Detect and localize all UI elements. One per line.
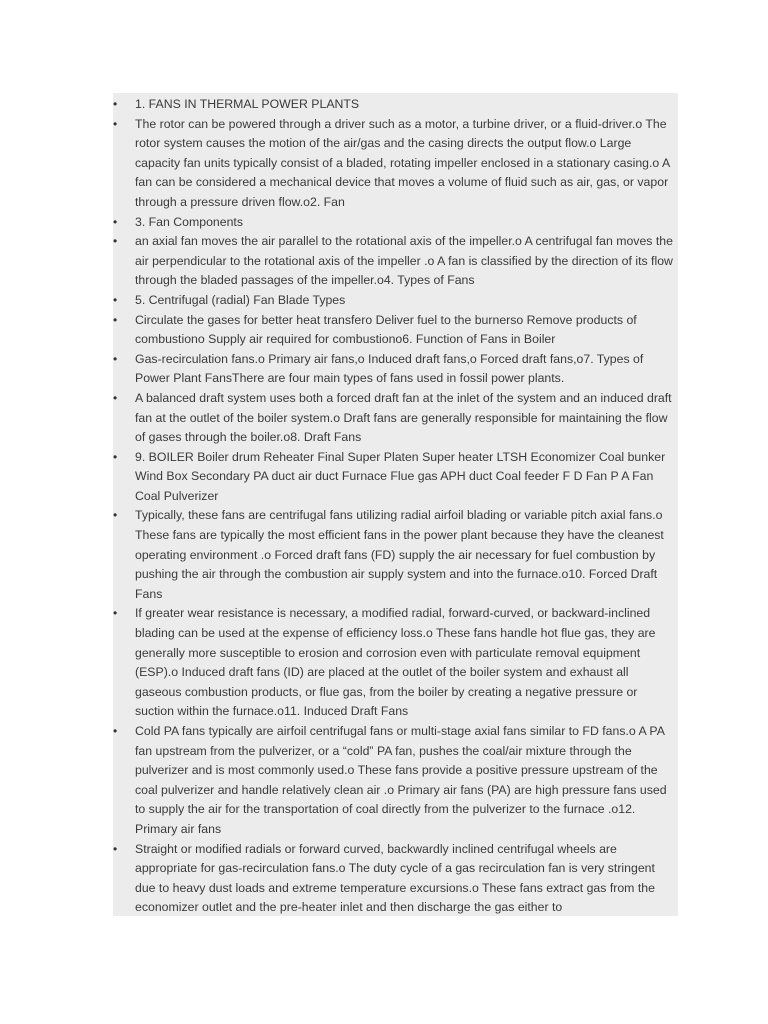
list-item-text: 9. BOILER Boiler drum Reheater Final Super Platen Super heater LTSH Economizer Coal bunker Wind Box Secondary PA duct air duct Furnace Flue gas APH duct Coal feeder F D Fan P A Fan Coal Pulverizer — [135, 449, 666, 503]
bullet-icon: • — [113, 97, 118, 111]
list-item-text: Cold PA fans typically are airfoil centrifugal fans or multi-stage axial fans similar to FD fans.o A PA fan upstream from the pulverizer, or a “cold” PA fan, pushes the coal/air mixture through the pulverizer and is most commonly used.o These fans provide a positive pressure upstream of the coal pulverizer and handle relatively clean air .o Primary air fans (PA) are high pressure fans used to supply the air for the transportation of coal directly from the pulverizer to the furnace .o12. Primary air fans — [135, 724, 667, 836]
bullet-icon: • — [113, 508, 118, 523]
bullet-icon: • — [113, 116, 118, 131]
bullet-icon: • — [113, 312, 118, 327]
list-item — [113, 95, 678, 115]
list-item — [113, 604, 678, 722]
list-item — [113, 311, 678, 350]
list-item-text: The rotor can be powered through a driver such as a motor, a turbine driver, or a fluid-driver.o The rotor system causes the motion of the air/gas and the casing directs the output flow.o Large capacity fan units typically consist of a bladed, rotating impeller enclosed in a stationary casing.o A fan can be considered a mechanical device that moves a volume of fluid such as air, gas, or vapor through a pressure driven flow.o2. Fan — [135, 116, 670, 209]
list-item — [113, 115, 678, 213]
list-item-text: If greater wear resistance is necessary, a modified radial, forward-curved, or backward-inclined blading can be used at the expense of efficiency loss.o These fans handle hot flue gas, they are generally more susceptible to erosion and corrosion even with particulate removal equipment (ESP).o Induced draft fans (ID) are placed at the outlet of the boiler system and exhaust all gaseous combustion products, or flue gas, from the boiler by creating a negative pressure or suction within the furnace.o11. Induced Draft Fans — [135, 606, 656, 719]
bullet-icon: • — [113, 214, 118, 229]
list-item-text: Circulate the gases for better heat transfero Deliver fuel to the burnerso Remove products of combustiono Supply air required for combustiono6. Function of Fans in Boiler — [135, 312, 637, 347]
bullet-icon: • — [113, 449, 118, 464]
list-item-text: Straight or modified radials or forward curved, backwardly inclined centrifugal wheels are appropriate for gas-recirculation fans.o The duty cycle of a gas recirculation fan is very stringent due to heavy dust loads and extreme temperature excursions.o These fans extract gas from the economizer outlet and the pre-heater inlet and then discharge the gas either to — [135, 841, 655, 915]
bullet-icon: • — [113, 292, 118, 307]
document-content-panel — [113, 93, 678, 916]
list-item-text: an axial fan moves the air parallel to the rotational axis of the impeller.o A centrifugal fan moves the air perpendicular to the rotational axis of the impeller .o A fan is classified by the direction of its flow through the bladed passages of the impeller.o4. Types of Fans — [135, 234, 673, 288]
bullet-icon: • — [113, 606, 118, 621]
list-item — [113, 232, 678, 291]
list-item — [113, 506, 678, 604]
bullet-list — [113, 95, 678, 916]
bullet-icon: • — [113, 841, 118, 856]
list-item-text: 1. FANS IN THERMAL POWER PLANTS — [135, 97, 360, 111]
bullet-icon: • — [113, 724, 118, 738]
list-item — [113, 291, 678, 311]
list-item-text: 3. Fan Components — [135, 214, 244, 229]
list-item — [113, 840, 678, 916]
list-item — [113, 448, 678, 507]
bullet-icon: • — [113, 390, 118, 405]
list-item — [113, 350, 678, 389]
bullet-icon: • — [113, 351, 118, 366]
list-item-text: 5. Centrifugal (radial) Fan Blade Types — [135, 292, 346, 307]
list-item-text: A balanced draft system uses both a forced draft fan at the inlet of the system and an induced draft fan at the outlet of the boiler system.o Draft fans are generally responsible for maintaining the flow of gases through the boiler.o8. Draft Fans — [135, 390, 672, 445]
list-item — [113, 213, 678, 233]
bullet-icon: • — [113, 234, 118, 249]
list-item — [113, 389, 678, 448]
list-item — [113, 722, 678, 840]
list-item-text: Typically, these fans are centrifugal fans utilizing radial airfoil blading or variable pitch axial fans.o These fans are typically the most efficient fans in the power plant because they have the cleanest operating environment .o Forced draft fans (FD) supply the air necessary for fuel combustion by pushing the air through the combustion air supply system and into the furnace.o10. Forced Draft Fans — [135, 508, 664, 601]
list-item-text: Gas-recirculation fans.o Primary air fans,o Induced draft fans,o Forced draft fans,o7. Types of Power Plant FansThere are four main types of fans used in fossil power plants. — [135, 351, 644, 386]
